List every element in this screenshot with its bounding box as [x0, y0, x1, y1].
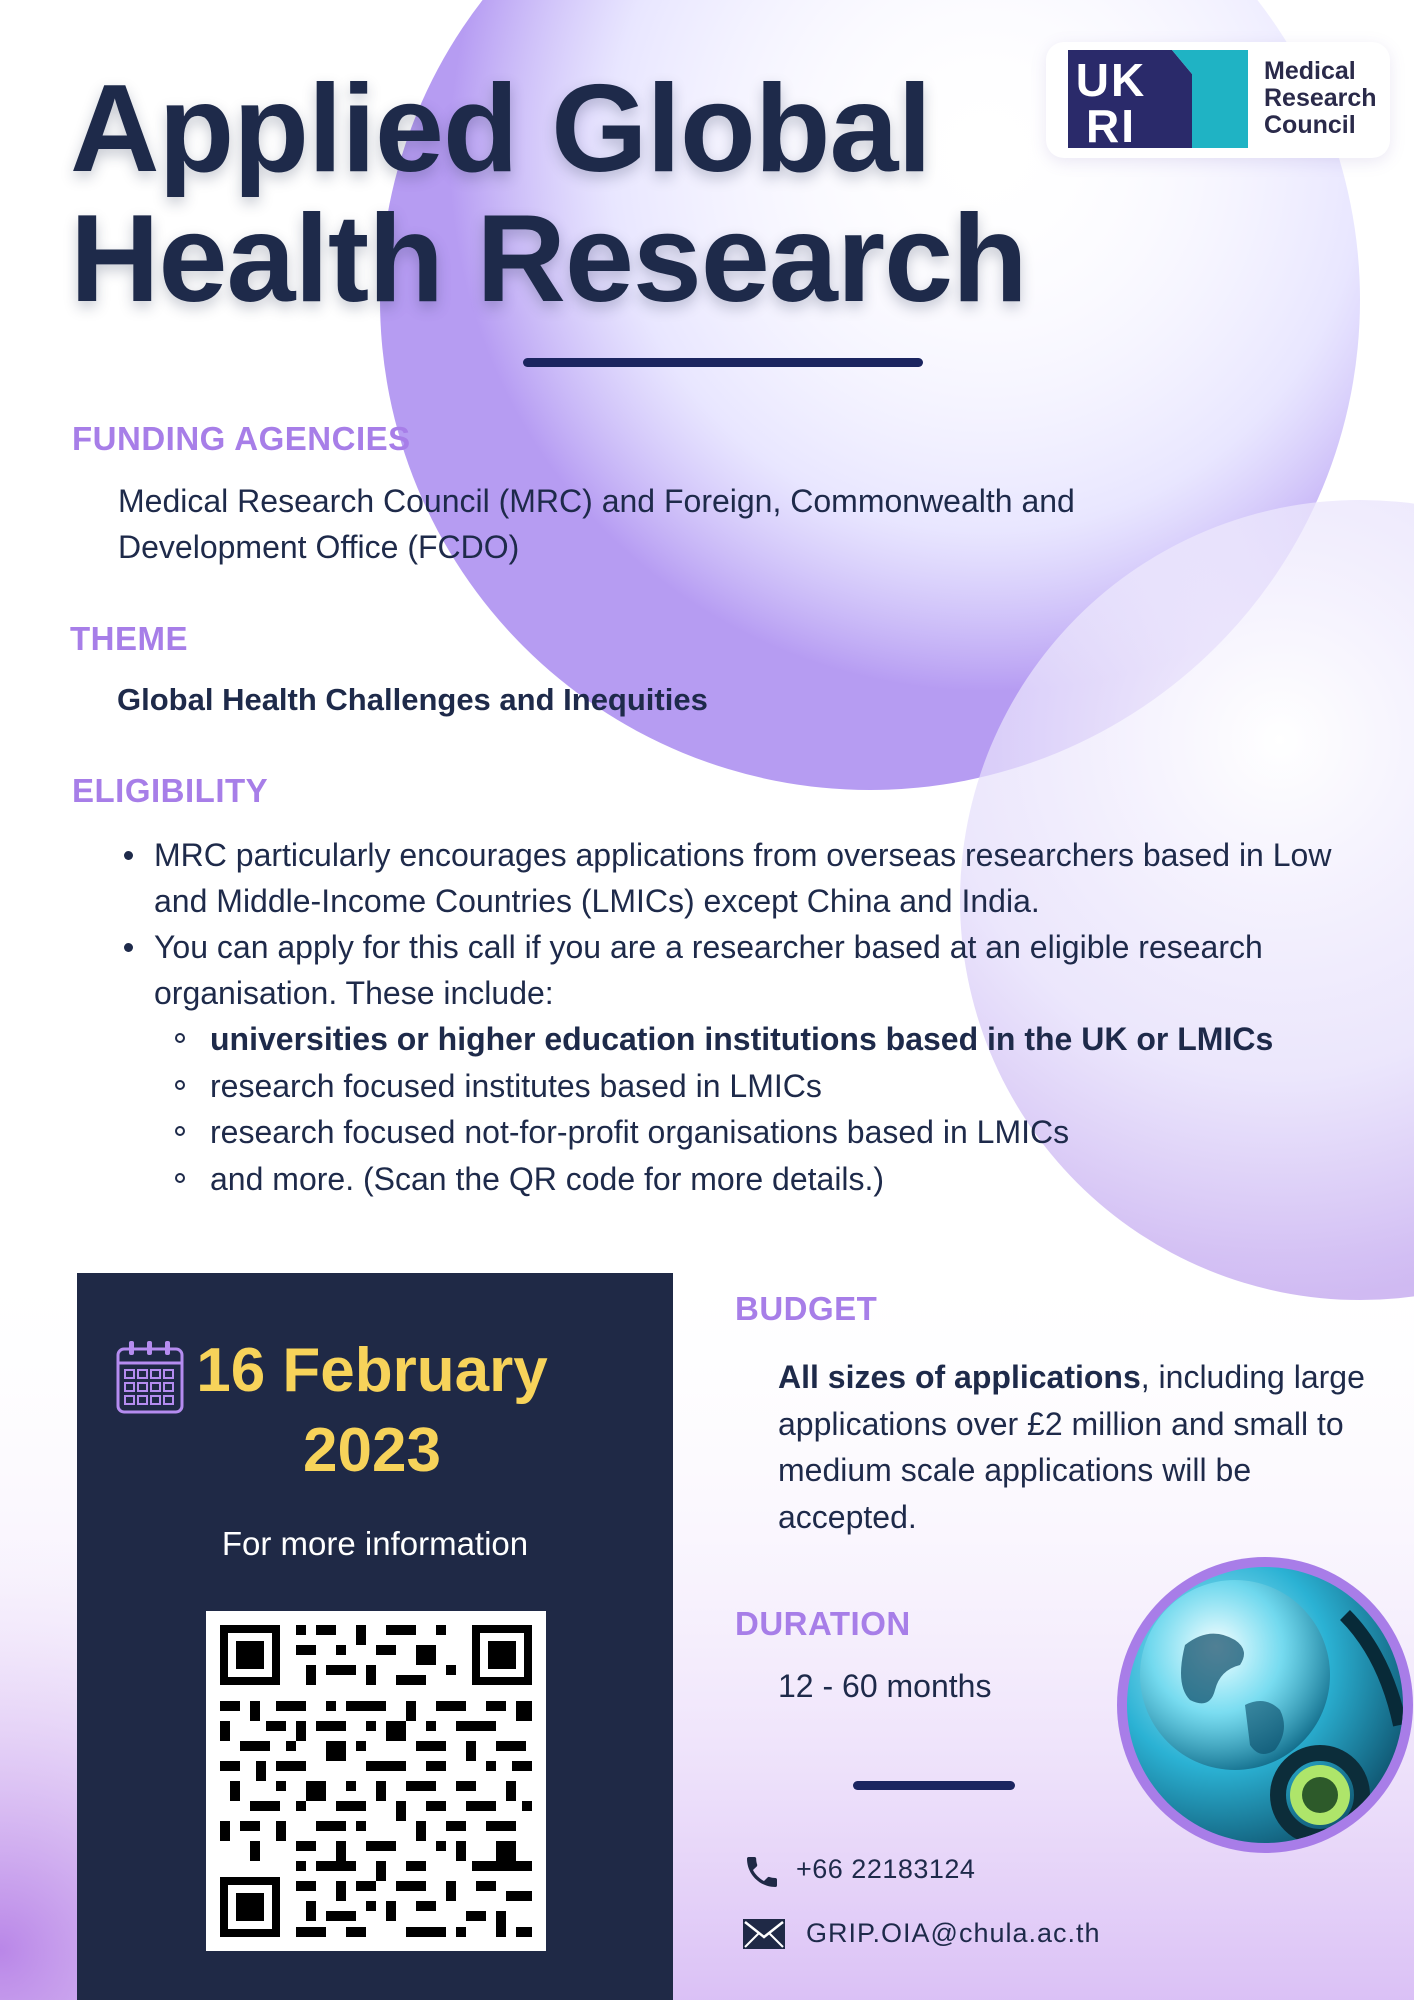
logo-wordmark — [1264, 58, 1377, 139]
eligibility-sub-item: universities or higher education institutions based in the UK or LMICs — [118, 1016, 1378, 1063]
eligibility-sub-item: research focused institutes based in LMICs — [118, 1063, 1378, 1110]
deadline-date — [187, 1331, 557, 1491]
globe-stethoscope-image — [1115, 1555, 1414, 1855]
budget-text-bold: All sizes of applications — [778, 1359, 1141, 1395]
logo-line-2: Research — [1264, 84, 1377, 112]
funding-text: Medical Research Council (MRC) and Foreign, Commonwealth and Development Office (FCDO) — [118, 483, 1075, 565]
duration-text: 12 - 60 months — [778, 1668, 992, 1704]
email-address[interactable]: GRIP.OIA@chula.ac.th — [806, 1918, 1101, 1948]
calendar-icon — [115, 1339, 185, 1415]
deadline-panel — [77, 1273, 673, 2000]
eligibility-sub-item: research focused not-for-profit organisations based in LMICs — [118, 1109, 1378, 1156]
phone-number[interactable]: +66 22183124 — [796, 1854, 976, 1884]
theme-heading: THEME — [70, 620, 188, 657]
envelope-icon — [742, 1918, 786, 1950]
contact-divider — [853, 1781, 1015, 1790]
logo-line-3: Council — [1264, 111, 1356, 139]
budget-text-rest: , including large applications over £2 million and small to medium scale applications will be accepted. — [778, 1359, 1365, 1535]
qr-code[interactable] — [206, 1611, 546, 1951]
deadline-date-line-1: 16 February — [196, 1336, 548, 1405]
eligibility-sub-item: and more. (Scan the QR code for more details.) — [118, 1156, 1378, 1203]
theme-text: Global Health Challenges and Inequities — [117, 682, 708, 717]
duration-heading: DURATION — [735, 1605, 911, 1642]
logo-line-1: Medical — [1264, 57, 1356, 85]
svg-text:RI: RI — [1086, 100, 1136, 152]
title-line-2: Health Research — [70, 190, 1027, 328]
phone-icon — [742, 1852, 782, 1892]
title-line-1: Applied Global — [70, 60, 931, 198]
eligibility-bullet: You can apply for this call if you are a researcher based at an eligible research organisation. These include: — [118, 924, 1378, 1016]
ukri-logo-mark — [1068, 42, 1248, 158]
svg-text:UK: UK — [1075, 54, 1147, 106]
more-info-label: For more information — [221, 1525, 529, 1562]
mrc-logo — [1046, 42, 1390, 158]
page-title — [70, 60, 1050, 328]
eligibility-heading: ELIGIBILITY — [72, 772, 269, 809]
funding-heading: FUNDING AGENCIES — [72, 420, 411, 457]
deadline-date-line-2: 2023 — [303, 1416, 441, 1485]
eligibility-bullet: MRC particularly encourages applications from overseas researchers based in Low and Middle-Income Countries (LMICs) except China and India. — [118, 832, 1378, 924]
budget-text — [778, 1354, 1378, 1540]
title-divider — [523, 358, 923, 367]
eligibility-list — [118, 832, 1378, 1202]
budget-heading: BUDGET — [735, 1290, 878, 1327]
